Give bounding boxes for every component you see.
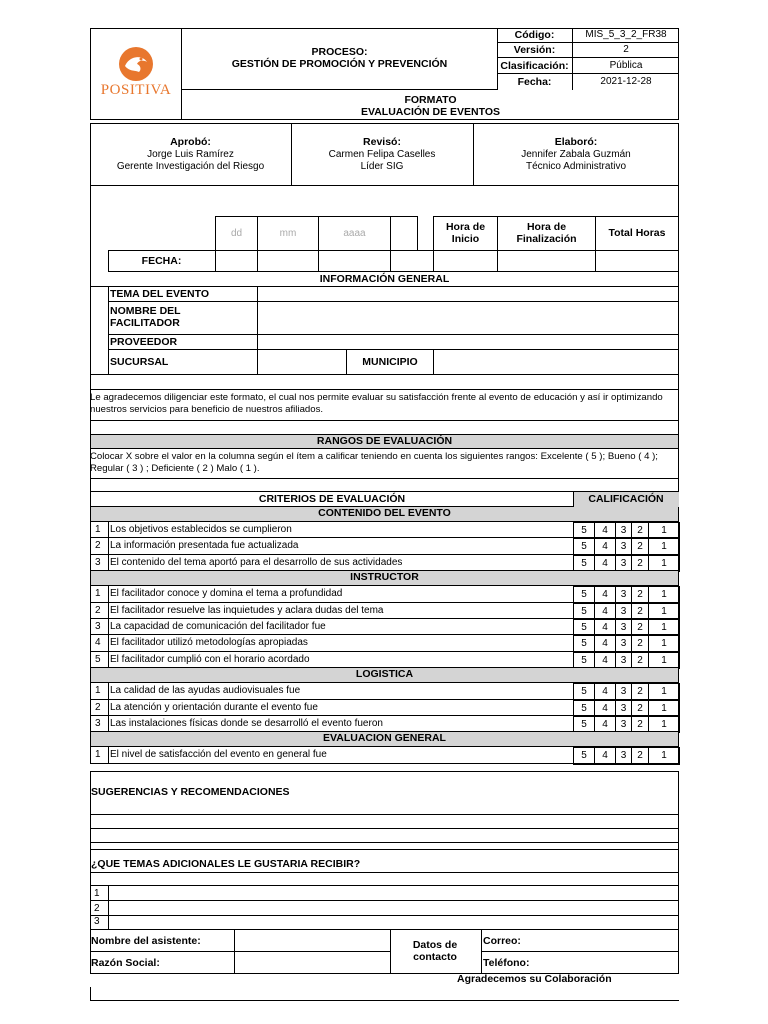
datos-contacto-label: Datos de contacto [412,939,458,963]
thanks-text: Agradecemos su Colaboración [457,973,612,985]
hora-inicio-label: Hora de Inicio [445,221,486,245]
score-option-4[interactable]: 4 [594,603,616,620]
score-option-2[interactable]: 2 [631,522,649,539]
aprobo-role: Gerente Investigación del Riesgo [116,161,265,172]
score-option-3[interactable]: 3 [615,603,632,620]
score-option-4[interactable]: 4 [594,747,616,764]
score-option-1[interactable]: 1 [648,586,680,603]
facilitador-label: NOMBRE DEL FACILITADOR [110,305,181,329]
topic-line-1[interactable] [90,886,679,901]
score-option-5[interactable]: 5 [573,747,595,764]
footer-divider [481,930,482,974]
score-option-1[interactable]: 1 [648,538,680,555]
score-option-2[interactable]: 2 [631,700,649,717]
score-option-4[interactable]: 4 [594,522,616,539]
elaboro-name: Jennifer Zabala Guzmán [521,149,631,160]
aprobo-label: Aprobó: [170,136,211,148]
score-option-5[interactable]: 5 [573,586,595,603]
fecha-divider [595,250,596,272]
topics-spacer [90,873,679,886]
info-title: INFORMACIÓN GENERAL [319,273,450,285]
ranges-title: RANGOS DE EVALUACIÓN [90,434,679,449]
criteria-num-divider [108,555,109,571]
score-option-4[interactable]: 4 [594,619,616,636]
criteria-num-divider [108,716,109,732]
intro-text: Le agradecemos diligenciar este formato, el cual nos permite evaluar su satisfacción frente al evento de educación y así ir optimizando nuestros servicios para beneficio de nuestros afiliados. [90,392,663,415]
criteria-item-text: El facilitador utilizó metodologías apropiadas [110,637,308,649]
suggestions-line[interactable] [90,802,679,815]
score-option-3[interactable]: 3 [615,716,632,733]
elaboro-label: Elaboró: [554,136,598,148]
criteria-item-number: 3 [95,556,101,568]
score-option-2[interactable]: 2 [631,586,649,603]
meta-codigo-value: MIS_5_3_2_FR38 [585,29,667,40]
elaboro-role: Técnico Administrativo [525,161,627,172]
criteria-section-title: INSTRUCTOR [90,571,679,586]
topics-title: ¿QUE TEMAS ADICIONALES LE GUSTARIA RECIBIR? [91,858,361,870]
municipio-input[interactable] [434,351,678,374]
score-option-5[interactable]: 5 [573,700,595,717]
criteria-item-number: 3 [95,718,101,729]
fecha-label: FECHA: [141,255,182,267]
criteria-num-divider [108,747,109,763]
score-option-1[interactable]: 1 [648,555,680,572]
score-option-5[interactable]: 5 [573,716,595,733]
topic-num-3: 3 [94,916,100,927]
sucursal-label: SUCURSAL [110,356,169,368]
topic-num-1: 1 [94,888,100,899]
score-option-5[interactable]: 5 [573,683,595,700]
correo-label: Correo: [483,935,521,947]
criteria-num-divider [108,522,109,538]
score-option-4[interactable]: 4 [594,635,616,652]
score-option-3[interactable]: 3 [615,700,632,717]
score-option-1[interactable]: 1 [648,652,680,669]
score-option-4[interactable]: 4 [594,716,616,733]
criteria-item-text: El facilitador resuelve las inquietudes y aclara dudas del tema [110,604,384,616]
criteria-item-text: Las instalaciones físicas donde se desarrolló el evento fueron [110,718,383,729]
meta-clasificacion-label: Clasificación: [500,60,569,72]
score-option-2[interactable]: 2 [631,603,649,620]
criteria-item-text: La información presentada fue actualizada [110,540,299,552]
fecha-divider [497,250,498,272]
score-option-3[interactable]: 3 [615,635,632,652]
score-option-4[interactable]: 4 [594,683,616,700]
sucursal-input[interactable] [258,351,345,374]
footer-bottom-tick [90,987,91,1001]
criteria-item-number: 1 [95,685,101,697]
total-horas-label: Total Horas [608,227,666,239]
criteria-item-text: El nivel de satisfacción del evento en general fue [110,749,327,761]
tema-input[interactable] [258,288,678,301]
suggestions-line[interactable] [90,829,679,843]
score-option-4[interactable]: 4 [594,700,616,717]
meta-version-label: Versión: [513,44,556,56]
criteria-item-number: 1 [95,524,101,535]
ranges-text: Colocar X sobre el valor en la columna según el ítem a calificar teniendo en cuenta los siguientes rangos: Excelente ( 5 ); Bueno ( 4 ); Regular ( 3 ) ; Deficiente ( 2 ) Malo ( 1 ). [90,451,658,474]
score-option-1[interactable]: 1 [648,522,680,539]
criteria-num-divider [108,619,109,635]
score-option-4[interactable]: 4 [594,538,616,555]
meta-fecha-label: Fecha: [517,76,552,88]
criteria-item-number: 3 [95,621,101,632]
fecha-divider [215,250,216,272]
score-option-5[interactable]: 5 [573,619,595,636]
score-option-5[interactable]: 5 [573,522,595,539]
reviso-role: Líder SIG [360,161,404,172]
suggestions-line[interactable] [90,815,679,829]
score-option-1[interactable]: 1 [648,603,680,620]
score-option-5[interactable]: 5 [573,603,595,620]
formato-name: EVALUACIÓN DE EVENTOS [360,106,501,118]
fecha-divider [318,250,319,272]
topic-line-2[interactable] [90,901,679,916]
criteria-num-divider [108,635,109,651]
fecha-divider [390,250,391,272]
date-aaaa-placeholder: aaaa [343,228,366,239]
suggestions-title: SUGERENCIAS Y RECOMENDACIONES [91,786,290,798]
asistente-label: Nombre del asistente: [91,935,201,947]
score-option-1[interactable]: 1 [648,716,680,733]
criteria-num-divider [108,586,109,602]
score-option-2[interactable]: 2 [631,538,649,555]
score-option-5[interactable]: 5 [573,555,595,572]
criteria-num-divider [108,700,109,716]
criteria-item-number: 2 [95,604,101,616]
intro-spacer [90,375,679,390]
proceso-label: PROCESO: [311,46,368,58]
score-option-2[interactable]: 2 [631,747,649,764]
criteria-section-title: CONTENIDO DEL EVENTO [90,507,679,522]
municipio-label: MUNICIPIO [362,356,418,368]
criteria-item-number: 4 [95,637,101,649]
reviso-name: Carmen Felipa Caselles [328,149,436,160]
footer-divider [390,930,391,974]
score-option-3[interactable]: 3 [615,522,632,539]
proceso-name: GESTIÓN DE PROMOCIÓN Y PREVENCIÓN [231,58,448,70]
score-option-5[interactable]: 5 [573,652,595,669]
criteria-section-title: LOGISTICA [90,668,679,683]
aprobo-name: Jorge Luis Ramírez [147,149,234,160]
score-option-3[interactable]: 3 [615,586,632,603]
score-option-2[interactable]: 2 [631,555,649,572]
criteria-num-divider [108,652,109,668]
score-option-2[interactable]: 2 [631,716,649,733]
score-option-3[interactable]: 3 [615,555,632,572]
criteria-num-divider [108,538,109,554]
score-option-3[interactable]: 3 [615,619,632,636]
criteria-num-divider [108,603,109,619]
date-mm-placeholder: mm [279,228,297,239]
date-spacer-cell [390,216,418,251]
criteria-section-title: EVALUACION GENERAL [90,732,679,747]
date-dd-placeholder: dd [230,228,243,239]
score-option-4[interactable]: 4 [594,652,616,669]
meta-version-value: 2 [623,44,629,55]
criteria-item-text: El facilitador cumplió con el horario acordado [110,653,310,665]
criteria-spacer [90,479,679,492]
score-option-1[interactable]: 1 [648,747,680,764]
ranges-spacer [90,421,679,434]
topic-num-2: 2 [94,903,100,914]
criteria-title: CRITERIOS DE EVALUACIÓN [258,493,406,505]
score-option-1[interactable]: 1 [648,619,680,636]
criteria-item-text: Los objetivos establecidos se cumplieron [110,524,292,535]
score-option-5[interactable]: 5 [573,635,595,652]
criteria-item-text: El contenido del tema aportó para el desarrollo de sus actividades [110,556,403,568]
score-option-3[interactable]: 3 [615,683,632,700]
proveedor-label: PROVEEDOR [110,336,178,348]
criteria-item-text: La capacidad de comunicación del facilitador fue [110,621,326,632]
score-option-4[interactable]: 4 [594,586,616,603]
score-option-2[interactable]: 2 [631,619,649,636]
fecha-divider [257,250,258,272]
calificacion-title: CALIFICACIÓN [588,493,664,505]
hora-fin-label: Hora de Finalización [516,221,577,245]
score-option-1[interactable]: 1 [648,700,680,717]
asistente-input[interactable] [235,931,389,951]
score-option-3[interactable]: 3 [615,747,632,764]
logo-text: POSITIVA [100,82,172,98]
reviso-label: Revisó: [363,136,401,148]
fecha-divider [433,250,434,272]
criteria-item-text: La calidad de las ayudas audiovisuales fue [110,685,301,697]
criteria-item-number: 1 [95,588,101,600]
footer-bottom-line [90,987,679,1001]
criteria-num-divider [108,683,109,699]
score-option-2[interactable]: 2 [631,652,649,669]
criteria-item-number: 1 [95,749,101,761]
score-option-2[interactable]: 2 [631,635,649,652]
proveedor-input[interactable] [258,336,678,349]
score-option-3[interactable]: 3 [615,538,632,555]
criteria-item-number: 5 [95,653,101,665]
criteria-item-text: El facilitador conoce y domina el tema a profundidad [110,588,343,600]
score-option-5[interactable]: 5 [573,538,595,555]
meta-fecha-value: 2021-12-28 [600,76,652,87]
facilitador-input[interactable] [258,303,678,334]
meta-clasificacion-value: Pública [609,60,643,71]
score-option-3[interactable]: 3 [615,652,632,669]
score-option-1[interactable]: 1 [648,683,680,700]
tema-label: TEMA DEL EVENTO [110,288,209,300]
formato-label: FORMATO [404,94,457,106]
meta-codigo-label: Código: [514,29,555,41]
score-option-1[interactable]: 1 [648,635,680,652]
criteria-item-number: 2 [95,701,101,713]
telefono-label: Teléfono: [483,957,530,969]
criteria-item-text: La atención y orientación durante el evento fue [110,701,318,713]
score-option-4[interactable]: 4 [594,555,616,572]
criteria-item-number: 2 [95,540,101,552]
score-option-2[interactable]: 2 [631,683,649,700]
razon-label: Razón Social: [91,957,160,969]
razon-input[interactable] [235,953,389,973]
